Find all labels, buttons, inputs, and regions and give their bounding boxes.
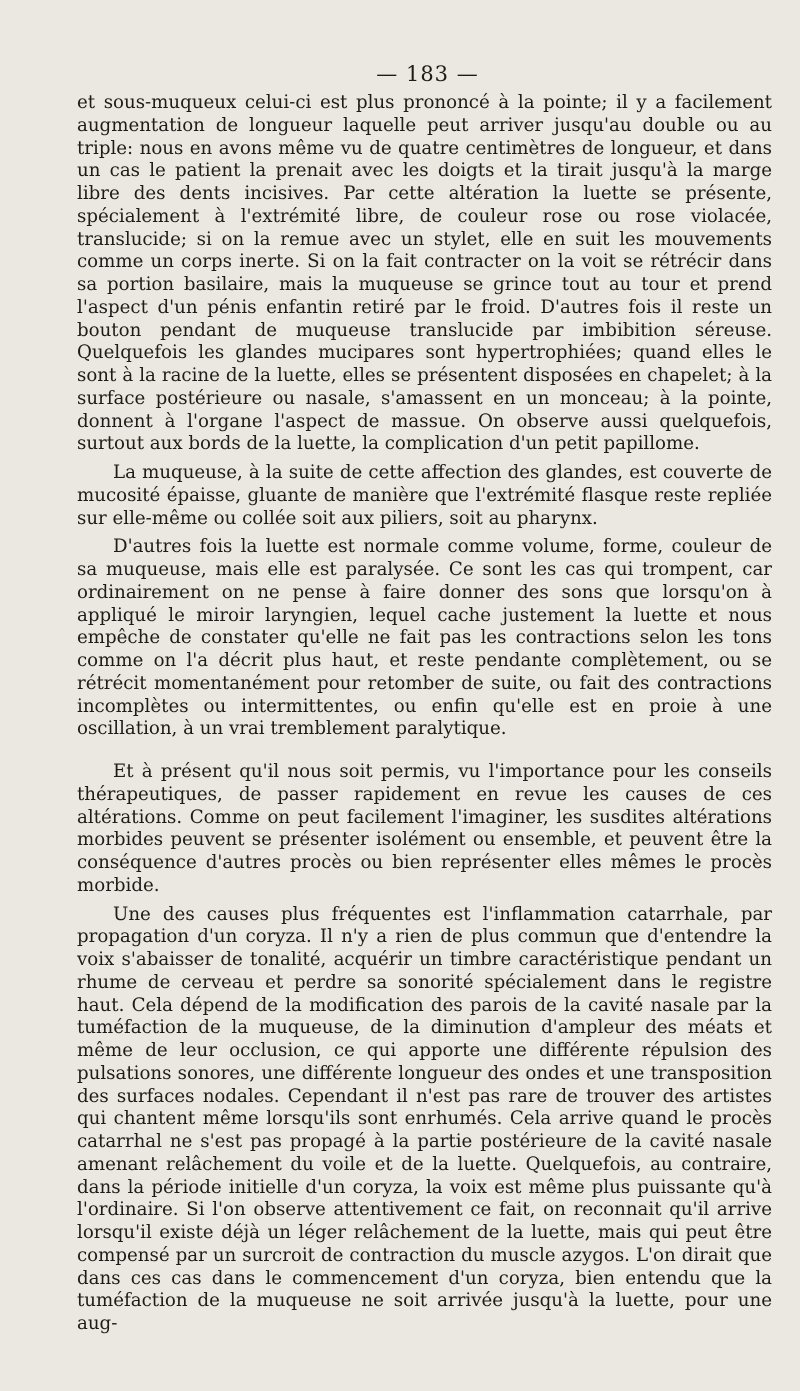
- paragraph-2: La muqueuse, à la suite de cette affection des glandes, est couverte de mucosité épaisse, gluante de manière que l'extrémité flasque reste repliée sur elle-même ou collée soit aux piliers, soit au pharynx.: [77, 462, 772, 529]
- body-text: [77, 92, 772, 1336]
- paragraph-1: et sous-muqueux celui-ci est plus prononcé à la pointe; il y a facilement augmentation de longueur laquelle peut arriver jusqu'au double ou au triple: nous en avons même vu de quatre centimètres de longueur, et dans un cas le patient la prenait avec les doigts et la tirait jusqu'à la marge libre des dents incisives. Par cette altération la luette se présente, spécialement à l'extrémité libre, de couleur rose ou rose violacée, translucide; si on la remue avec un stylet, elle en suit les mouvements comme un corps inerte. Si on la fait contracter on la voit se rétrécir dans sa portion basilaire, mais la muqueuse se grince tout au tour et prend l'aspect d'un pénis enfantin retiré par le froid. D'autres fois il reste un bouton pendant de muqueuse translucide par imbibition séreuse. Quelquefois les glandes mucipares sont hypertrophiées; quand elles le sont à la racine de la luette, elles se présentent disposées en chapelet; à la surface postérieure ou nasale, s'amassent en un monceau; à la pointe, donnent à l'organe l'aspect de massue. On observe aussi quelquefois, surtout aux bords de la luette, la complication d'un petit papillome.: [77, 92, 772, 455]
- paragraph-3: D'autres fois la luette est normale comme volume, forme, couleur de sa muqueuse, mais elle est paralysée. Ce sont les cas qui trompent, car ordinairement on ne pense à faire donner des sons que lorsqu'on à appliqué le miroir laryngien, lequel cache justement la luette et nous empêche de constater qu'elle ne fait pas les contractions selon les tons comme on l'a décrit plus haut, et reste pendante complètement, ou se rétrécit momentanément pour retomber de suite, ou fait des contractions incomplètes ou intermittentes, ou enfin qu'elle est en proie à une oscillation, à un vrai tremblement paralytique.: [77, 536, 772, 740]
- paragraph-5: Une des causes plus fréquentes est l'inflammation catarrhale, par propagation d'un coryza. Il n'y a rien de plus commun que d'entendre la voix s'abaisser de tonalité, acquérir un timbre caractéristique pendant un rhume de cerveau et perdre sa sonorité spécialement dans le registre haut. Cela dépend de la modification des parois de la cavité nasale par la tuméfaction de la muqueuse, de la diminution d'ampleur des méats et même de leur occlusion, ce qui apporte une différente répulsion des pulsations sonores, une différente longueur des ondes et une transposition des surfaces nodales. Cependant il n'est pas rare de trouver des artistes qui chantent même lorsqu'ils sont enrhumés. Cela arrive quand le procès catarrhal ne s'est pas propagé à la partie postérieure de la cavité nasale amenant relâchement du voile et de la luette. Quelquefois, au contraire, dans la période initielle d'un coryza, la voix est même plus puissante qu'à l'ordinaire. Si l'on observe attentivement ce fait, on reconnait qu'il arrive lorsqu'il existe déjà un léger relâchement de la luette, mais qui peut être compensé par un surcroit de contraction du muscle azygos. L'on dirait que dans ces cas dans le commencement d'un coryza, bien entendu que la tuméfaction de la muqueuse ne soit arrivée jusqu'à la luette, pour une aug-: [77, 903, 772, 1334]
- page-number: — 183 —: [376, 62, 479, 86]
- paragraph-4: Et à présent qu'il nous soit permis, vu l'importance pour les conseils thérapeutiques, de passer rapidement en revue les causes de ces altérations. Comme on peut facilement l'imaginer, les susdites altérations morbides peuvent se présenter isolément ou ensemble, et peuvent être la conséquence d'autres procès ou bien représenter elles mêmes le procès morbide.: [77, 761, 772, 896]
